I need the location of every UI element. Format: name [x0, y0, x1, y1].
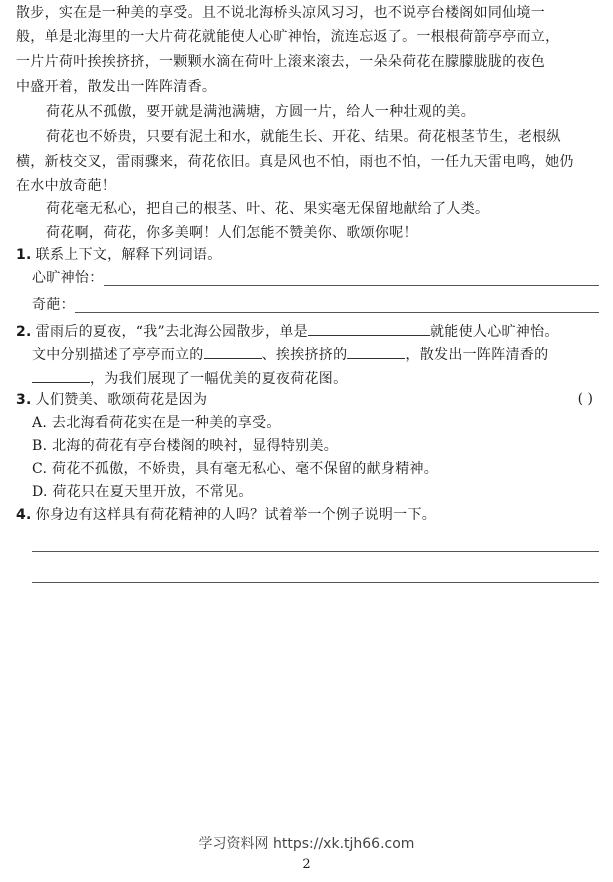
question-2-part-6: ，为我们展现了一幅优美的夏夜荷花图。 — [90, 371, 348, 387]
passage-line-3: 一片片荷叶挨挨挤挤，一颗颗水滴在荷叶上滚来滚去，一朵朵荷花在朦朦胧胧的夜色 — [16, 54, 546, 70]
passage-paragraph-2: 荷花从不孤傲，要开就是满池满塘，方圆一片，给人一种壮观的美。 — [46, 104, 475, 120]
passage-paragraph-3-line-1: 荷花也不娇贵，只要有泥土和水，就能生长、开花、结果。荷花根茎节生，老根纵 — [46, 129, 561, 145]
question-1-text: 联系上下文，解释下列词语。 — [35, 247, 222, 263]
question-4-answer-line-2[interactable] — [32, 582, 599, 583]
passage-line-2: 般，单是北海里的一大片荷花就能使人心旷神怡，流连忘返了。一根根荷箭亭亭而立， — [16, 29, 560, 45]
question-2-part-2: 就能使人心旷神怡。 — [430, 324, 559, 340]
question-2-line-2 — [32, 344, 603, 364]
question-2-part-3: 文中分别描述了亭亭而立的 — [32, 347, 204, 363]
question-1-number: 1. — [16, 247, 32, 263]
question-2-part-5: ，散发出一阵阵清香的 — [405, 347, 549, 363]
question-2-blank-2[interactable] — [204, 344, 262, 359]
question-4-answer-line-1[interactable] — [32, 551, 599, 552]
question-2-blank-1[interactable] — [308, 321, 430, 336]
question-1 — [16, 246, 603, 264]
passage-line-4: 中盛开着，散发出一阵阵清香。 — [16, 79, 217, 95]
question-2-number: 2. — [16, 324, 32, 340]
question-3 — [16, 391, 603, 409]
question-3-text: 人们赞美、歌颂荷花是因为 — [35, 392, 208, 408]
passage-paragraph-3-line-2: 横，新枝交叉，雷雨骤来，荷花依旧。真是风也不怕，雨也不怕，一任九天雷电鸣，她仍 — [16, 154, 574, 170]
passage-paragraph-3-line-3: 在水中放奇葩！ — [16, 178, 117, 194]
question-2-line-3 — [32, 368, 603, 388]
footer-website: 学习资料网 https://xk.tjh66.com — [198, 836, 415, 852]
question-1-word-1-answer-line[interactable] — [104, 285, 599, 286]
question-3-answer-parentheses[interactable]: ( ) — [577, 391, 593, 407]
page-number: 2 — [302, 857, 311, 872]
question-2-blank-4[interactable] — [32, 368, 90, 383]
question-4-number: 4. — [16, 507, 32, 523]
question-2-part-4: 、挨挨挤挤的 — [261, 347, 348, 363]
question-1-word-2-answer-line[interactable] — [75, 312, 599, 313]
question-3-number: 3. — [16, 392, 32, 408]
question-4-text: 你身边有这样具有荷花精神的人吗？试着举一个例子说明一下。 — [35, 507, 437, 523]
question-3-option-d[interactable]: D. 荷花只在夏天里开放，不常见。 — [32, 484, 253, 500]
question-2-line-1 — [16, 321, 603, 341]
question-3-option-c[interactable]: C. 荷花不孤傲，不娇贵，具有毫无私心、毫不保留的献身精神。 — [32, 461, 439, 477]
question-2-blank-3[interactable] — [347, 344, 405, 359]
passage-paragraph-4: 荷花毫无私心，把自己的根茎、叶、花、果实毫无保留地献给了人类。 — [46, 201, 490, 217]
passage-paragraph-5: 荷花啊，荷花，你多美啊！人们怎能不赞美你、歌颂你呢！ — [46, 225, 418, 241]
question-1-word-1-label: 心旷神怡： — [32, 270, 104, 286]
question-1-word-2-label: 奇葩： — [32, 297, 75, 313]
passage-line-1: 散步，实在是一种美的享受。且不说北海桥头凉风习习，也不说亭台楼阁如同仙境一 — [16, 5, 546, 21]
question-2-part-1: 雷雨后的夏夜，“我”去北海公园散步，单是 — [35, 324, 308, 340]
question-3-option-a[interactable]: A. 去北海看荷花实在是一种美的享受。 — [32, 415, 281, 431]
question-4 — [16, 506, 603, 524]
question-3-option-b[interactable]: B. 北海的荷花有亭台楼阁的映衬，显得特别美。 — [32, 438, 339, 454]
